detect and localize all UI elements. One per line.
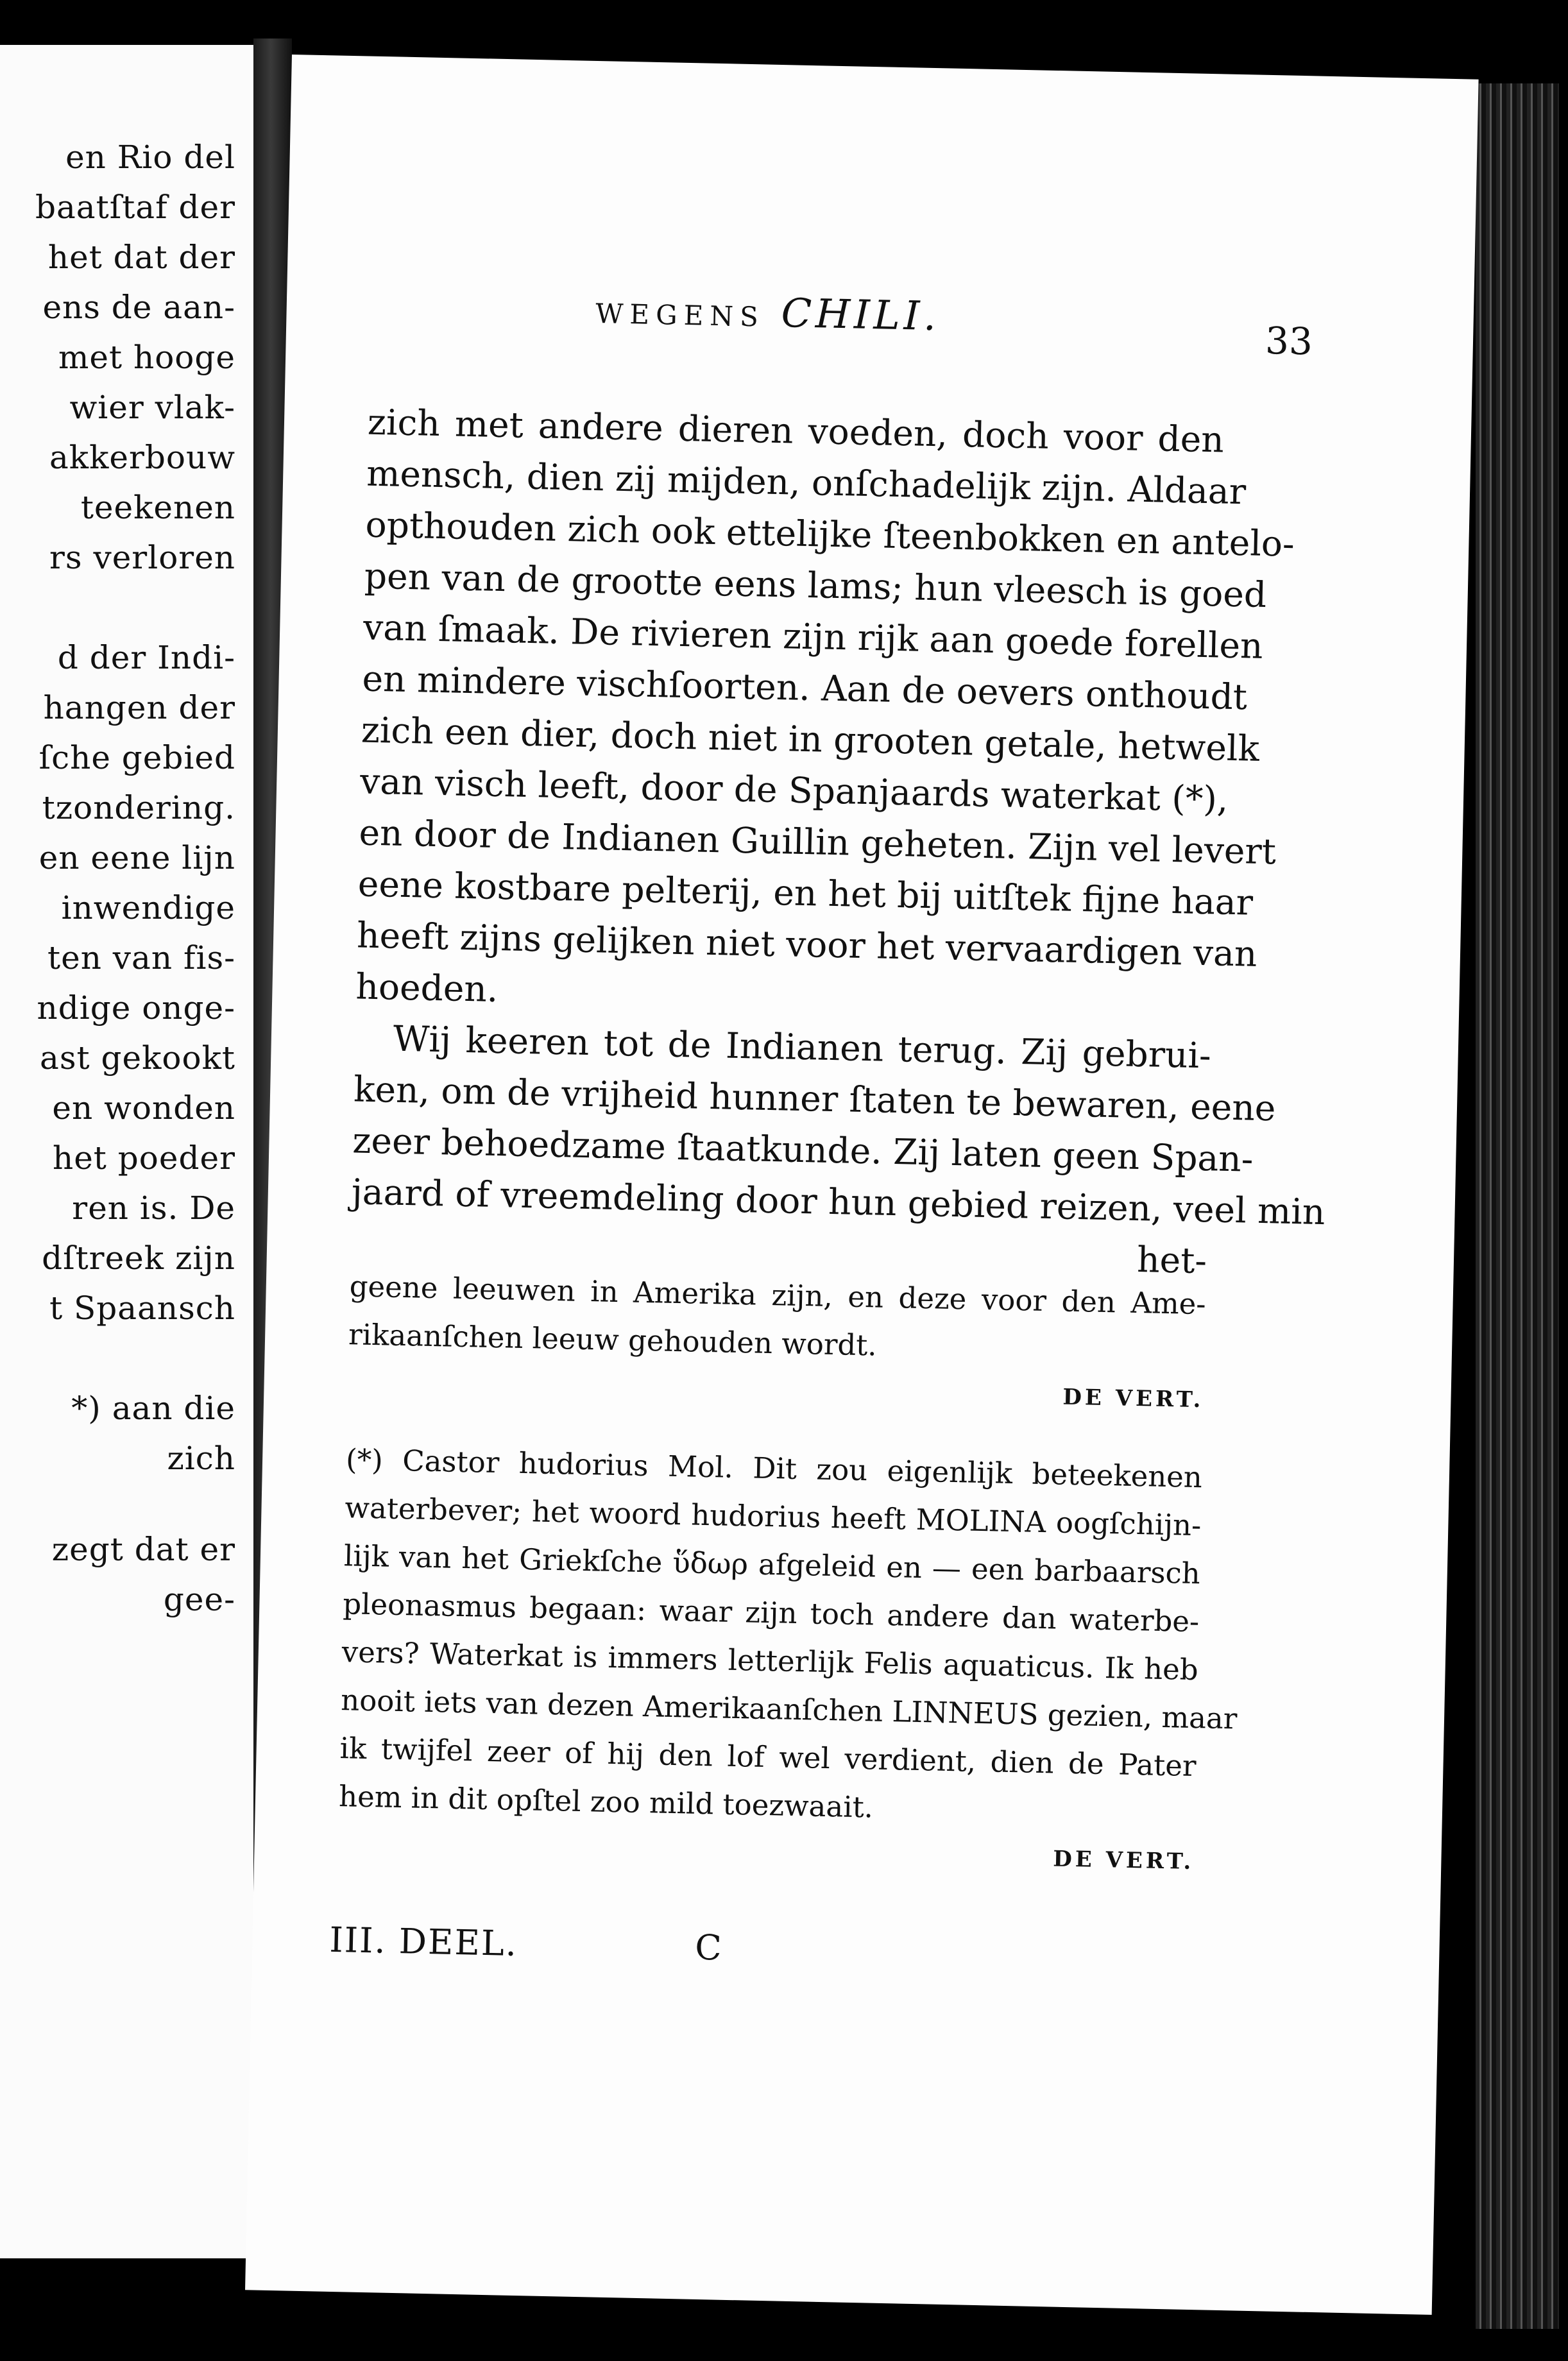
main-text [350, 396, 1325, 1287]
left-line: ens de aan- [42, 289, 235, 326]
left-line: het poeder [53, 1139, 235, 1177]
book-edge [1476, 83, 1559, 2329]
page-number: 33 [1265, 318, 1313, 364]
left-line: hangen der [43, 689, 235, 726]
text-line: eene kostbare pelterij, en het bij uitſtek fijne haar [357, 863, 1254, 923]
text-line: jaard of vreemdeling door hun gebied reizen, veel min [351, 1171, 1325, 1233]
text-line: pen van de grootte eens lams; hun vleesch is goed [364, 555, 1267, 615]
left-line: met hooge [58, 339, 235, 376]
note-line: nooit iets van dezen Amerikaanſchen LINNEUS gezien, maar [340, 1683, 1238, 1736]
note-line: waterbever; het woord hudorius heeft MOLINA oogſchijn- [345, 1490, 1202, 1543]
left-line: zegt dat er [51, 1531, 235, 1568]
left-line: en wonden [52, 1089, 235, 1127]
text-line: zeer behoedzame ſtaatkunde. Zij laten geen Span- [352, 1120, 1254, 1180]
note-line: rikaanſchen leeuw gehouden wordt. [348, 1317, 878, 1363]
text-line: van ſmaak. De rivieren zijn rijk aan goede forellen [362, 606, 1264, 667]
left-line: d der Indi- [57, 639, 235, 676]
left-line: ten van fis- [47, 939, 235, 976]
left-line: het dat der [47, 239, 235, 276]
volume-mark: III. DEEL. [328, 1919, 518, 1965]
text-line: hoeden. [355, 966, 499, 1010]
running-title: CHILI. [780, 289, 941, 340]
note-line: lijk van het Griekſche ὕδωρ afgeleid en — een barbaarsch [343, 1538, 1201, 1591]
text-line: zich met andere dieren voeden, doch voor den [367, 401, 1225, 461]
left-line: dſtreek zijn [42, 1240, 235, 1277]
left-line: baatſtaf der [35, 189, 235, 226]
left-line: tzondering. [42, 789, 235, 826]
text-line: Wij keeren tot de Indianen terug. Zij gebrui- [393, 1018, 1212, 1077]
left-line: rs verloren [49, 539, 235, 576]
left-line: ast gekookt [40, 1039, 235, 1077]
left-line: en eene lijn [38, 839, 235, 876]
left-line: gee- [163, 1581, 235, 1618]
text-line: en mindere vischſoorten. Aan de oevers onthoudt [361, 658, 1248, 718]
left-line: akkerbouw [49, 439, 235, 476]
text-line: ken, om de vrijheid hunner ſtaten te bewaren, eene [353, 1068, 1276, 1129]
left-line: inwendige [61, 889, 235, 926]
text-line: van visch leeft, door de Spanjaards waterkat (*), [359, 760, 1229, 820]
text-line: opthouden zich ook ettelijke ſteenbokken en antelo- [365, 504, 1295, 565]
signature-mark: C [694, 1927, 722, 1968]
left-line: wier vlak- [69, 389, 235, 426]
right-page [245, 55, 1479, 2315]
footnote-continued [347, 1262, 1206, 1424]
left-line: ren is. De [72, 1189, 235, 1227]
footnote-castor [337, 1435, 1238, 1886]
running-title-prefix: WEGENS [595, 298, 765, 333]
note-line: ik twijfel zeer of hij den lof wel verdient, dien de Pater [339, 1731, 1197, 1784]
left-line: *) aan die [71, 1390, 235, 1427]
catchword: het- [1136, 1239, 1207, 1282]
left-line: ndige onge- [37, 989, 235, 1027]
text-line: en door de Indianen Guillin geheten. Zijn vel levert [358, 812, 1277, 873]
left-line: zich [167, 1440, 235, 1477]
text-line: heeft zijns gelijken niet voor het vervaardigen van [356, 914, 1258, 975]
note-line: pleonasmus begaan: waar zijn toch andere dan waterbe- [342, 1587, 1200, 1639]
running-header [286, 279, 1249, 346]
left-page [0, 45, 253, 2258]
text-line: mensch, dien zij mijden, onſchadelijk zijn. Aldaar [366, 452, 1247, 513]
note-line: hem in dit opſtel zoo mild toezwaait. [338, 1779, 874, 1825]
note-line: geene leeuwen in Amerika zijn, en deze voor den Ame- [349, 1269, 1207, 1322]
note-signature: DE VERT. [1052, 1846, 1195, 1875]
text-line: zich een dier, doch niet in grooten getale, hetwelk [361, 709, 1260, 769]
left-line: en Rio del [65, 139, 235, 176]
note-line: vers? Waterkat is immers letterlijk Felis aquaticus. Ik heb [341, 1635, 1199, 1687]
left-line: teekenen [80, 489, 235, 526]
note-line: (*) Castor hudorius Mol. Dit zou eigenlijk beteekenen [345, 1442, 1203, 1495]
left-line: t Spaansch [49, 1290, 235, 1327]
note-signature: DE VERT. [1062, 1384, 1204, 1413]
left-line: ſche gebied [38, 739, 235, 776]
